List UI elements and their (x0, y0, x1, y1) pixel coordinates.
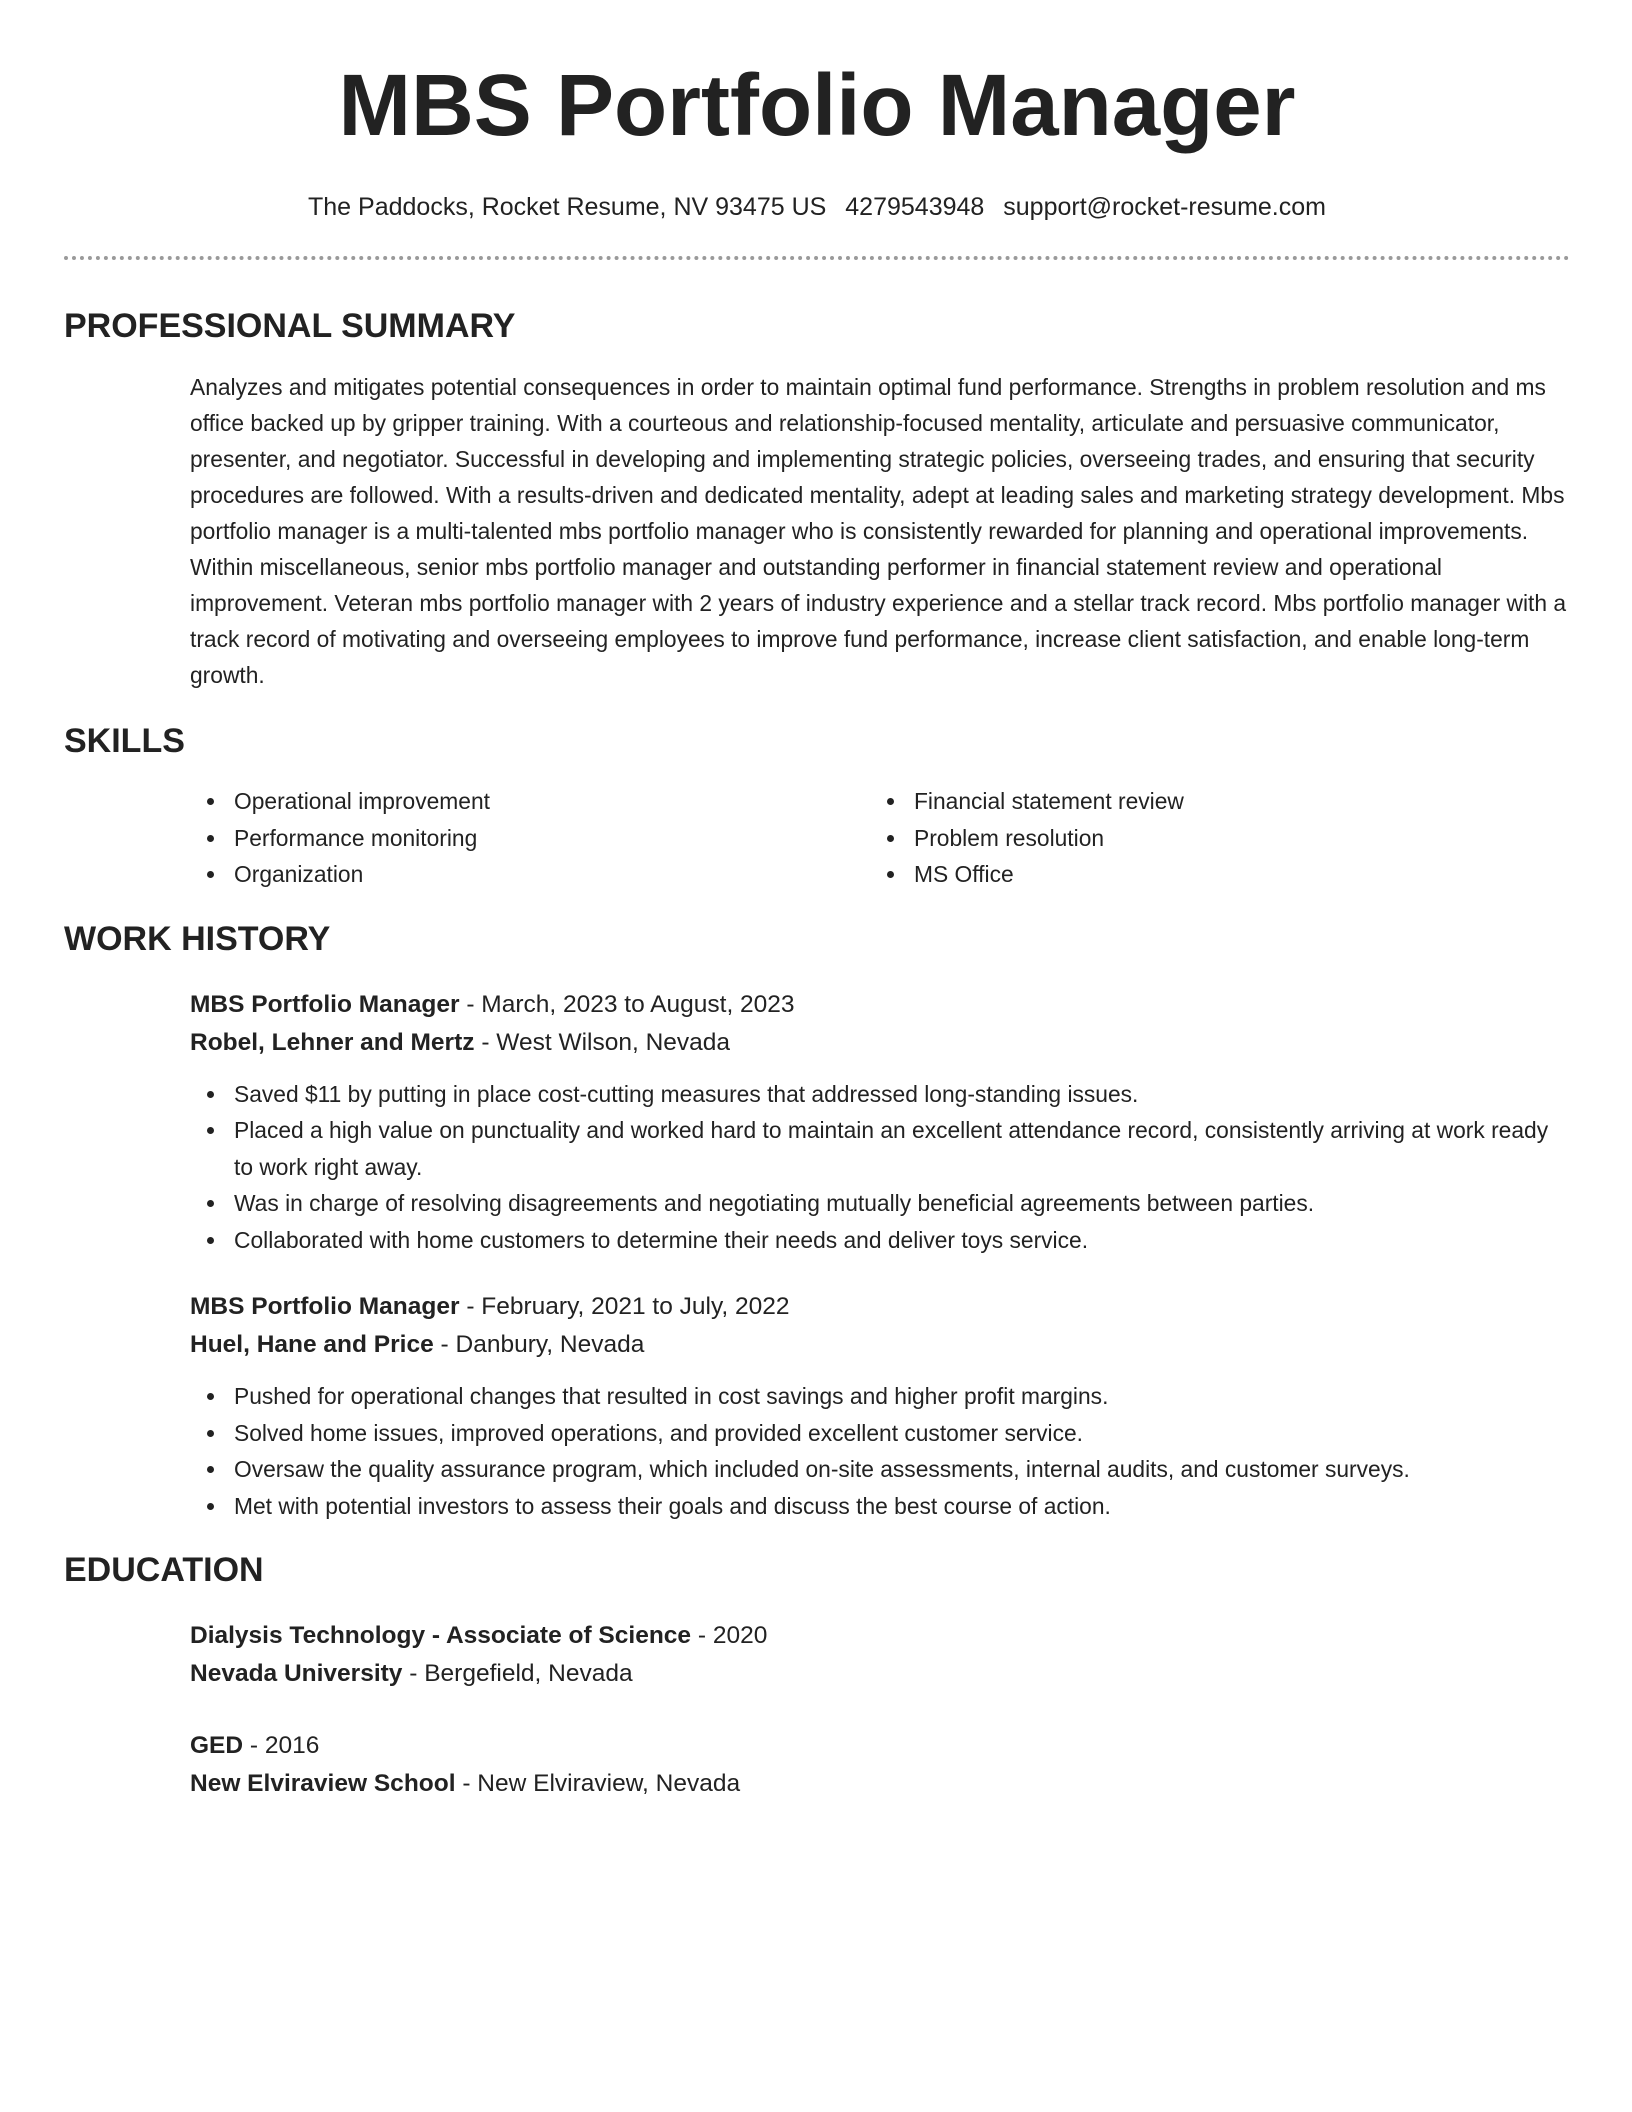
summary-text: Analyzes and mitigates potential consequences in order to maintain optimal fund performance. Strengths in problem resolution and ms office backed up by gripper training. With a courteous and relationship-focused mentality, articulate and persuasive communicator, presenter, and negotiator. Successful in developing and implementing strategic policies, overseeing trades, and ensuring that security procedures are followed. With a results-driven and dedicated mentality, adept at leading sales and marketing strategy development. Mbs portfolio manager is a multi-talented mbs portfolio manager who is consistently rewarded for planning and operational improvements. Within miscellaneous, senior mbs portfolio manager and outstanding performer in financial statement review and operational improvement. Veteran mbs portfolio manager with 2 years of industry experience and a stellar track record. Mbs portfolio manager with a track record of motivating and overseeing employees to improve fund performance, increase client satisfaction, and enable long-term growth. (190, 374, 1567, 688)
job-bullets (190, 1378, 1570, 1524)
education-school-line (190, 1655, 1570, 1693)
candidate-name: MBS Portfolio Manager (338, 57, 1296, 154)
job-entry (190, 1288, 1570, 1524)
education-degree: Dialysis Technology - Associate of Science (190, 1622, 692, 1649)
contact-line (64, 192, 1570, 222)
education-entry (190, 1727, 1570, 1803)
education-location: - Bergefield, Nevada (402, 1660, 633, 1687)
job-bullet: Placed a high value on punctuality and worked hard to maintain an excellent attendance record, consistently arriving at work ready to work right away. (190, 1112, 1570, 1185)
contact-address: The Paddocks, Rocket Resume, NV 93475 US (308, 193, 827, 221)
job-title-line (190, 986, 1570, 1024)
job-company-line (190, 1326, 1570, 1364)
education-school: Nevada University (190, 1660, 403, 1687)
job-bullet: Met with potential investors to assess their goals and discuss the best course of action. (190, 1488, 1570, 1525)
job-bullet: Saved $11 by putting in place cost-cutting measures that addressed long-standing issues. (190, 1076, 1570, 1113)
job-bullet: Collaborated with home customers to determine their needs and deliver toys service. (190, 1222, 1570, 1259)
skills-section (190, 783, 1570, 893)
job-bullet: Oversaw the quality assurance program, which included on-site assessments, internal audits, and customer surveys. (190, 1451, 1570, 1488)
job-location: - Danbury, Nevada (433, 1331, 645, 1358)
job-bullet: Pushed for operational changes that resulted in cost savings and higher profit margins. (190, 1378, 1570, 1415)
education-degree-line (190, 1617, 1570, 1655)
summary-section (190, 369, 1570, 693)
contact-phone: 4279543948 (845, 193, 985, 221)
job-role: MBS Portfolio Manager (190, 1293, 460, 1320)
job-company: Huel, Hane and Price (190, 1331, 434, 1358)
skill-item: Operational improvement (190, 783, 870, 820)
education-school-line (190, 1765, 1570, 1803)
education-year: - 2016 (243, 1732, 320, 1759)
job-company-line (190, 1024, 1570, 1062)
resume-page (64, 0, 1570, 1803)
education-section-title: EDUCATION (64, 1551, 264, 1589)
job-bullets (190, 1076, 1570, 1259)
header-divider (64, 256, 1570, 260)
job-role: MBS Portfolio Manager (190, 990, 460, 1018)
skill-item: Performance monitoring (190, 820, 870, 857)
skills-column-left (190, 783, 870, 893)
job-location: - West Wilson, Nevada (474, 1028, 731, 1056)
job-title-line (190, 1288, 1570, 1326)
job-company: Robel, Lehner and Mertz (190, 1028, 475, 1056)
job-bullet: Solved home issues, improved operations, and provided excellent customer service. (190, 1415, 1570, 1452)
education-year: - 2020 (691, 1622, 768, 1649)
skill-item: Financial statement review (870, 783, 1550, 820)
skill-item: Problem resolution (870, 820, 1550, 857)
summary-section-title: PROFESSIONAL SUMMARY (64, 307, 516, 345)
skills-section-title: SKILLS (64, 722, 185, 760)
education-entry (190, 1617, 1570, 1693)
job-dates: - February, 2021 to July, 2022 (459, 1293, 790, 1320)
skill-item: Organization (190, 856, 870, 893)
skills-column-right (870, 783, 1550, 893)
skill-item: MS Office (870, 856, 1550, 893)
contact-email: support@rocket-resume.com (1003, 193, 1326, 221)
education-degree-line (190, 1727, 1570, 1765)
education-degree: GED (190, 1732, 244, 1759)
job-entry (190, 986, 1570, 1259)
education-school: New Elviraview School (190, 1770, 456, 1797)
job-bullet: Was in charge of resolving disagreements and negotiating mutually beneficial agreements between parties. (190, 1185, 1570, 1222)
education-location: - New Elviraview, Nevada (455, 1770, 741, 1797)
work-section-title: WORK HISTORY (64, 919, 331, 958)
job-dates: - March, 2023 to August, 2023 (459, 990, 795, 1018)
